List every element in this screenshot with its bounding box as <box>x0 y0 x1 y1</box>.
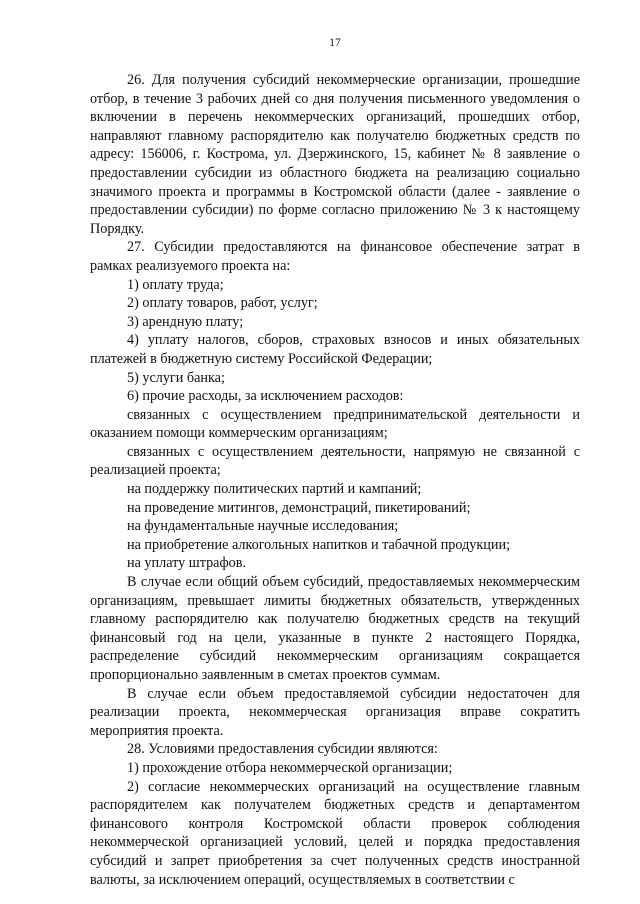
list-item-rent: 3) арендную плату; <box>127 313 244 330</box>
exclusion-rallies: на проведение митингов, демонстраций, пикетирований; <box>127 499 471 516</box>
list-item-taxes: 4) уплату налогов, сборов, страховых взносов и иных обязательных платежей в бюджетную систему Российской Федерации; <box>90 332 580 367</box>
exclusion-alcohol: на приобретение алкогольных напитков и табачной продукции; <box>127 536 511 553</box>
exclusion-political: на поддержку политических партий и кампаний; <box>127 481 422 498</box>
exclusion-research: на фундаментальные научные исследования; <box>127 518 399 535</box>
paragraph-limits: В случае если общий объем субсидий, предоставляемых некоммерческим организациям, превышает лимиты бюджетных обязательств, утвержденных главному распорядителю как получателю бюджетных средств на текущий финансовый год на цели, указанные в пункте 2 настоящего Порядка, распределение субсидий некоммерческим организациям сокращается пропорционально заявленным в сметах проектов суммам. <box>90 574 580 683</box>
condition-consent: 2) согласие некоммерческих организаций на осуществление главным распорядителем как получателем бюджетных средств и департаментом финансового контроля Костромской области проверок соблюдения некоммерческой организацией условий, целей и порядка предоставления субсидий и запрет приобретения за счет полученных средств иностранной валюты, за исключением операций, осуществляемых в соответствии с <box>90 778 580 888</box>
list-item-labor: 1) оплату труда; <box>127 276 224 293</box>
paragraph-28: 28. Условиями предоставления субсидии являются: <box>127 741 438 758</box>
list-item-other: 6) прочие расходы, за исключением расходов: <box>127 388 404 405</box>
exclusion-unrelated: связанных с осуществлением деятельности, напрямую не связанной с реализацией проекта; <box>90 443 580 479</box>
paragraph-27: 27. Субсидии предоставляются на финансовое обеспечение затрат в рамках реализуемого проекта на: <box>90 239 580 274</box>
page-number: 17 <box>329 37 341 49</box>
paragraph-26: 26. Для получения субсидий некоммерческие организации, прошедшие отбор, в течение 3 рабочих дней со дня получения письменного уведомления о включении в перечень некоммерческих организаций, прошедших отбор, направляют главному распорядителю как получателю бюджетных средств по адресу: 156006, г. Кострома, ул. Дзержинского, 15, кабинет № 8 заявление о предоставлении субсидии из областного бюджета на реализацию социально значимого проекта и программы в Костромской области (далее - заявление о предоставлении субсидии) по форме согласно приложению № 3 к настоящему Порядку. <box>90 72 580 237</box>
list-item-bank: 5) услуги банка; <box>127 369 225 386</box>
exclusion-business: связанных с осуществлением предпринимательской деятельности и оказанием помощи коммерческим организациям; <box>90 406 580 442</box>
condition-selection: 1) прохождение отбора некоммерческой организации; <box>127 759 453 776</box>
paragraph-insufficient: В случае если объем предоставляемой субсидии недостаточен для реализации проекта, некоммерческая организация вправе сократить мероприятия проекта. <box>90 685 580 739</box>
exclusion-fines: на уплату штрафов. <box>127 555 247 572</box>
list-item-goods: 2) оплату товаров, работ, услуг; <box>127 295 318 312</box>
